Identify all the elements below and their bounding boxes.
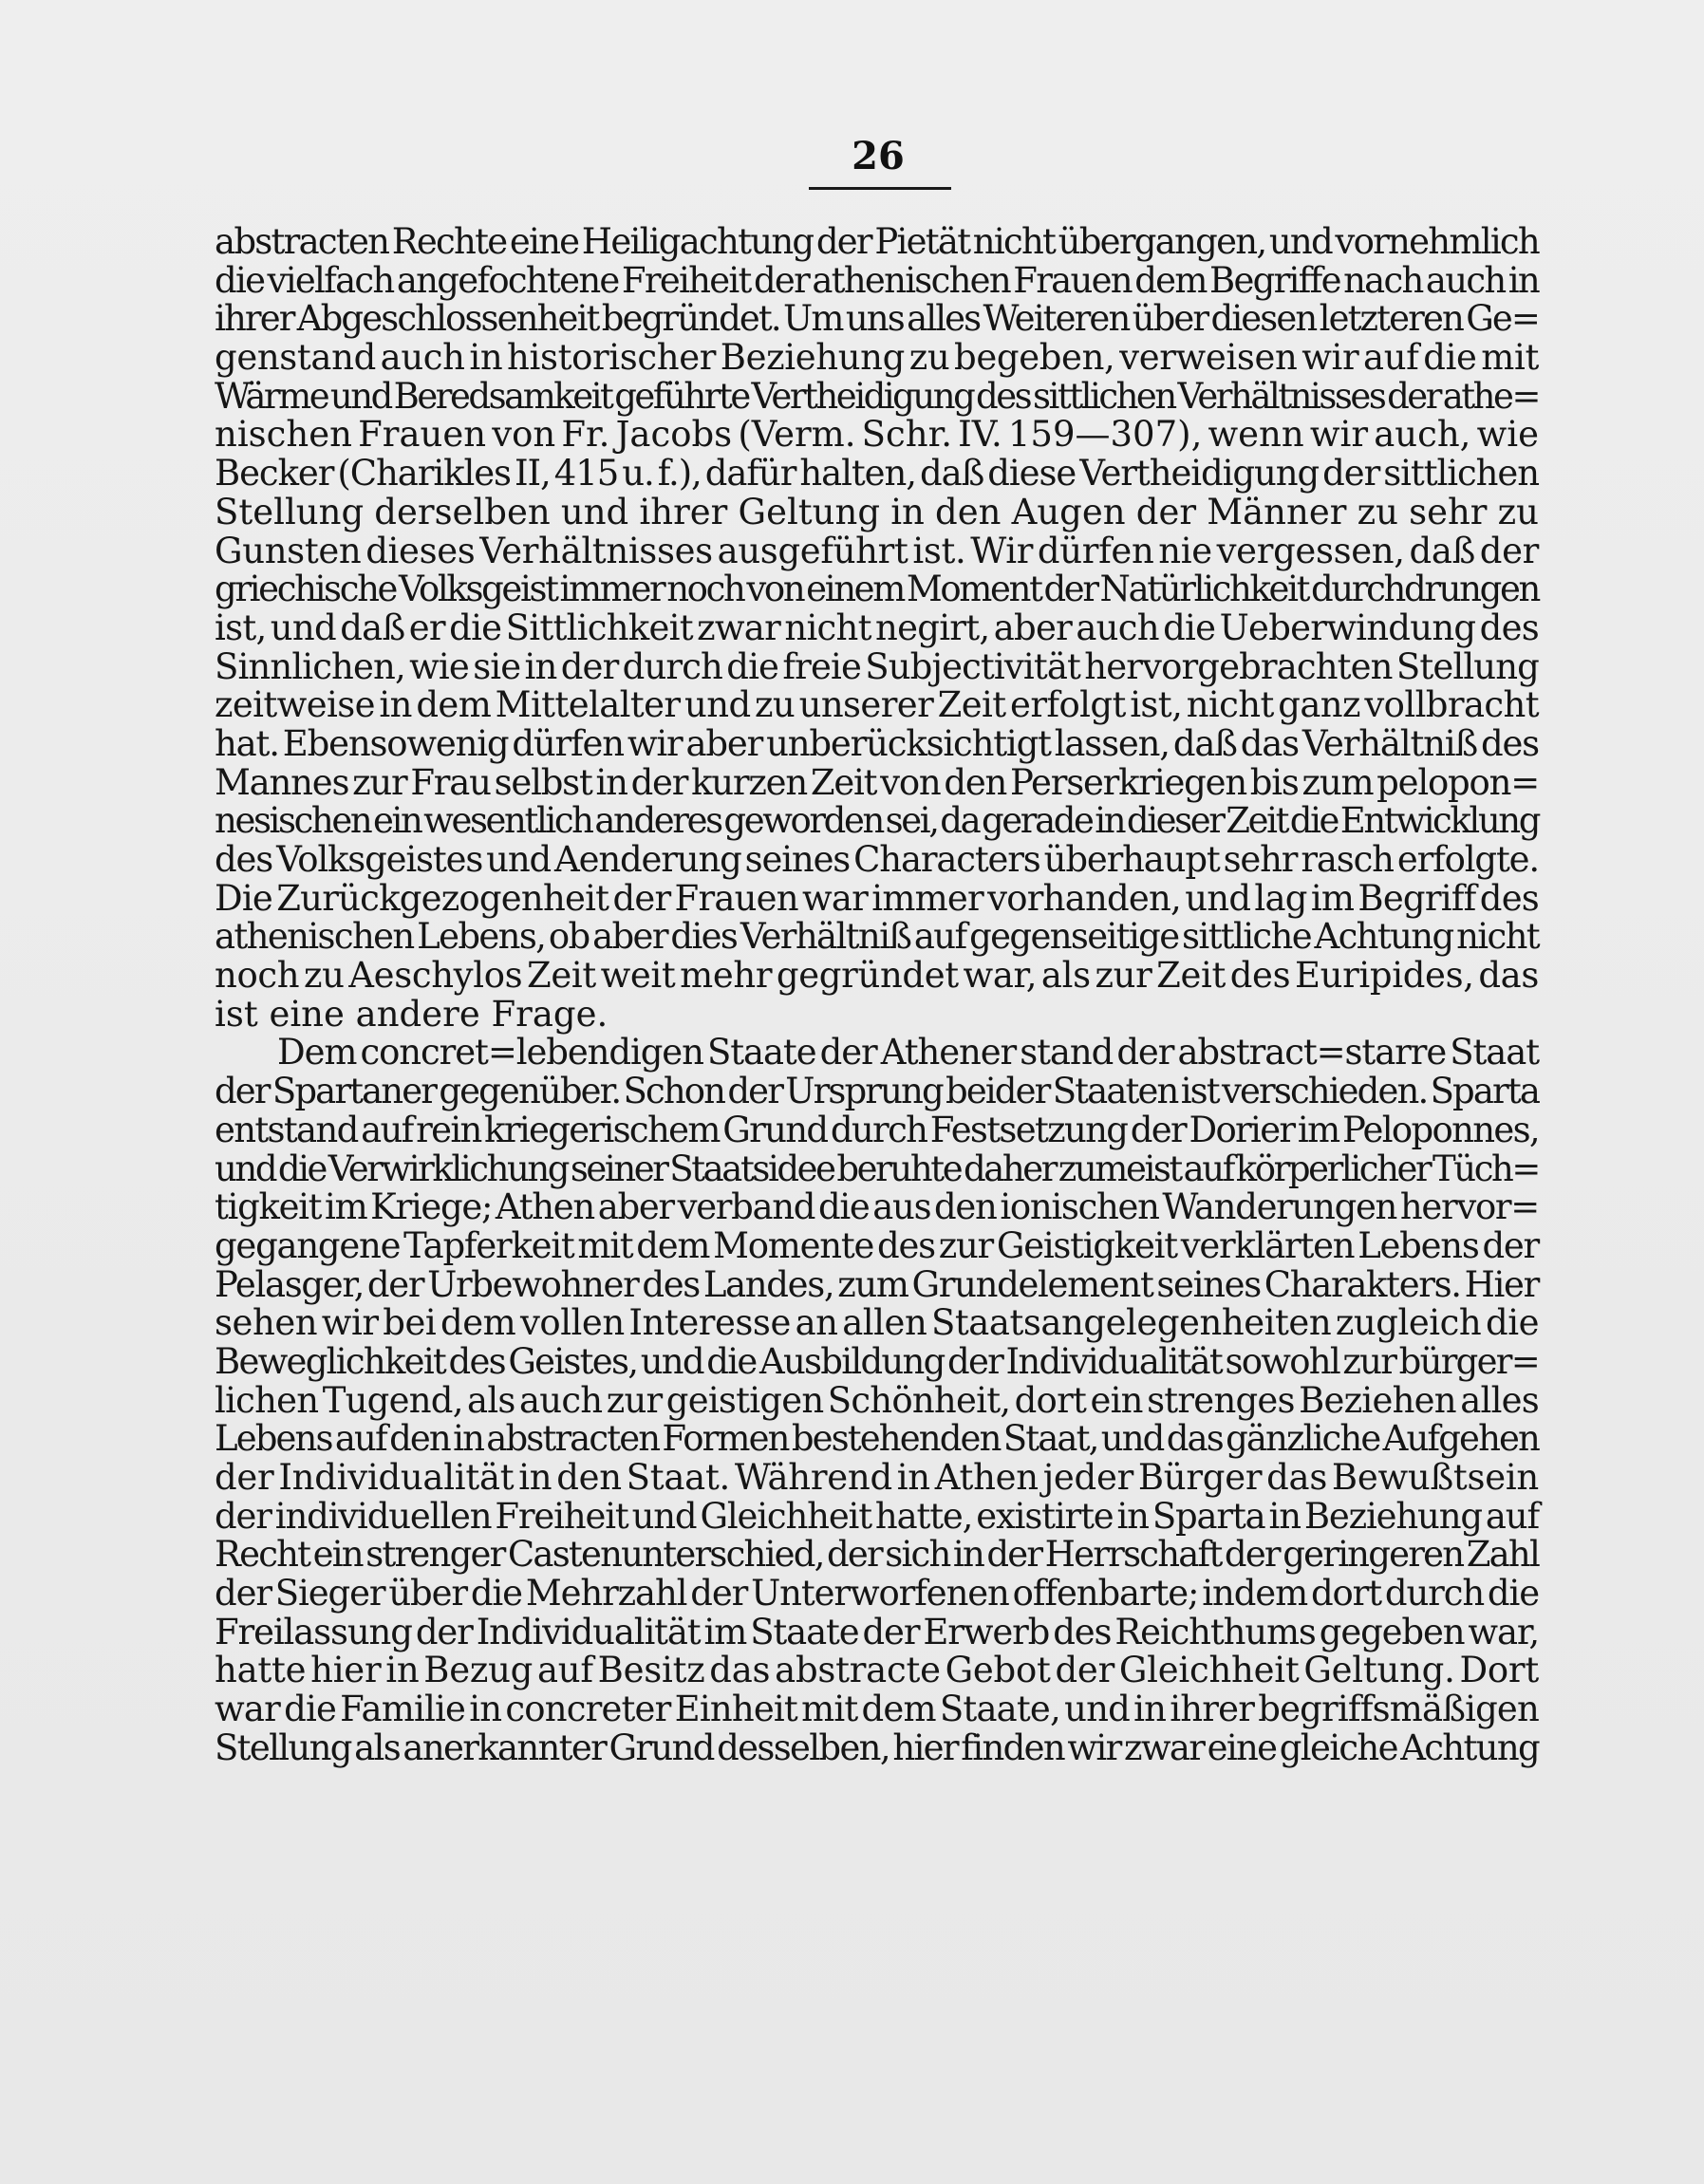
page-number-rule: [809, 187, 951, 190]
text-line: Mannes zur Frau selbst in der kurzen Zeit von den Perserkriegen bis zum pelopon=: [215, 761, 1539, 803]
paragraph-1: [215, 223, 1539, 1034]
text-line: zeitweise in dem Mittelalter und zu unserer Zeit erfolgt ist, nicht ganz vollbracht: [215, 684, 1539, 726]
text-line: Becker (Charikles II, 415 u. f.), dafür halten, daß diese Vertheidigung der sittlichen: [215, 453, 1539, 495]
text-line: Sinnlichen, wie sie in der durch die freie Subjectivität hervorgebrachten Stellung: [215, 645, 1539, 687]
text-line: abstracten Rechte eine Heiligachtung der Pietät nicht übergangen, und vornehmlich: [215, 221, 1539, 262]
text-line: Stellung derselben und ihrer Geltung in den Augen der Männer zu sehr zu: [215, 491, 1539, 532]
text-line: genstand auch in historischer Beziehung zu begeben, verweisen wir auf die mit: [215, 337, 1539, 379]
text-line: und die Verwirklichung seiner Staatsidee beruhte daher zumeist auf körperlicher Tüch=: [215, 1148, 1539, 1189]
text-line: Dem concret=lebendigen Staate der Athener stand der abstract=starre Staat: [277, 1032, 1539, 1073]
text-line: Stellung als anerkannter Grund desselben, hier finden wir zwar eine gleiche Achtung: [215, 1727, 1539, 1768]
text-line: Freilassung der Individualität im Staate der Erwerb des Reichthums gegeben war,: [215, 1611, 1539, 1652]
text-line: ihrer Abgeschlossenheit begründet. Um uns alles Weiteren über diesen letzteren Ge=: [215, 298, 1539, 340]
text-line: Die Zurückgezogenheit der Frauen war immer vorhanden, und lag im Begriff des: [215, 877, 1539, 919]
text-line: nesischen ein wesentlich anderes geworden sei, da gerade in dieser Zeit die Entwicklung: [215, 800, 1539, 842]
text-line: Gunsten dieses Verhältnisses ausgeführt ist. Wir dürfen nie vergessen, daß der: [215, 530, 1539, 571]
text-line: gegangene Tapferkeit mit dem Momente des zur Geistigkeit verklärten Lebens der: [215, 1224, 1539, 1266]
text-line: tigkeit im Kriege; Athen aber verband die aus den ionischen Wanderungen hervor=: [215, 1186, 1539, 1228]
text-line: der Sieger über die Mehrzahl der Unterworfenen offenbarte; indem dort durch die: [215, 1573, 1539, 1615]
text-line: sehen wir bei dem vollen Interesse an allen Staatsangelegenheiten zugleich die: [215, 1302, 1539, 1344]
text-line: war die Familie in concreter Einheit mit dem Staate, und in ihrer begriffsmäßigen: [215, 1689, 1539, 1730]
text-line: ist, und daß er die Sittlichkeit zwar nicht negirt, aber auch die Ueberwindung des: [215, 607, 1539, 648]
text-line: lichen Tugend, als auch zur geistigen Schönheit, dort ein strenges Beziehen alles: [215, 1379, 1539, 1421]
text-line: der individuellen Freiheit und Gleichheit hatte, existirte in Sparta in Beziehung auf: [215, 1495, 1539, 1537]
text-line: des Volksgeistes und Aenderung seines Characters überhaupt sehr rasch erfolgte.: [215, 839, 1539, 880]
text-line: Wärme und Beredsamkeit geführte Vertheidigung des sittlichen Verhältnisses der athe=: [215, 375, 1539, 417]
text-line: die vielfach angefochtene Freiheit der athenischen Frauen dem Begriffe nach auch in: [215, 259, 1539, 301]
page-number: 26: [852, 134, 905, 178]
text-line: hatte hier in Bezug auf Besitz das abstracte Gebot der Gleichheit Geltung. Dort: [215, 1650, 1539, 1691]
text-line: Lebens auf den in abstracten Formen bestehenden Staat, und das gänzliche Aufgehen: [215, 1418, 1539, 1460]
text-line: athenischen Lebens, ob aber dies Verhältniß auf gegenseitige sittliche Achtung nicht: [215, 916, 1539, 958]
text-line: hat. Ebensowenig dürfen wir aber unberücksichtigt lassen, daß das Verhältniß des: [215, 722, 1539, 764]
text-line: Recht ein strenger Castenunterschied, der sich in der Herrschaft der geringeren Zahl: [215, 1534, 1539, 1576]
text-line: nischen Frauen von Fr. Jacobs (Verm. Schr. IV. 159—307), wenn wir auch, wie: [215, 414, 1539, 456]
text-line: entstand auf rein kriegerischem Grund durch Festsetzung der Dorier im Peloponnes,: [215, 1109, 1539, 1150]
body-text: [215, 223, 1539, 1768]
text-line: der Spartaner gegenüber. Schon der Ursprung beider Staaten ist verschieden. Sparta: [215, 1071, 1539, 1112]
text-line: griechische Volksgeist immer noch von einem Moment der Natürlichkeit durchdrungen: [215, 569, 1539, 610]
text-line: der Individualität in den Staat. Während in Athen jeder Bürger das Bewußtsein: [215, 1457, 1539, 1498]
text-line: Beweglichkeit des Geistes, und die Ausbildung der Individualität sowohl zur bürger=: [215, 1340, 1539, 1382]
text-line: noch zu Aeschylos Zeit weit mehr gegründet war, als zur Zeit des Euripides, das: [215, 955, 1539, 997]
paragraph-2: [215, 1034, 1539, 1767]
text-line: ist eine andere Frage.: [215, 993, 609, 1035]
text-line: Pelasger, der Urbewohner des Landes, zum Grundelement seines Charakters. Hier: [215, 1263, 1539, 1305]
